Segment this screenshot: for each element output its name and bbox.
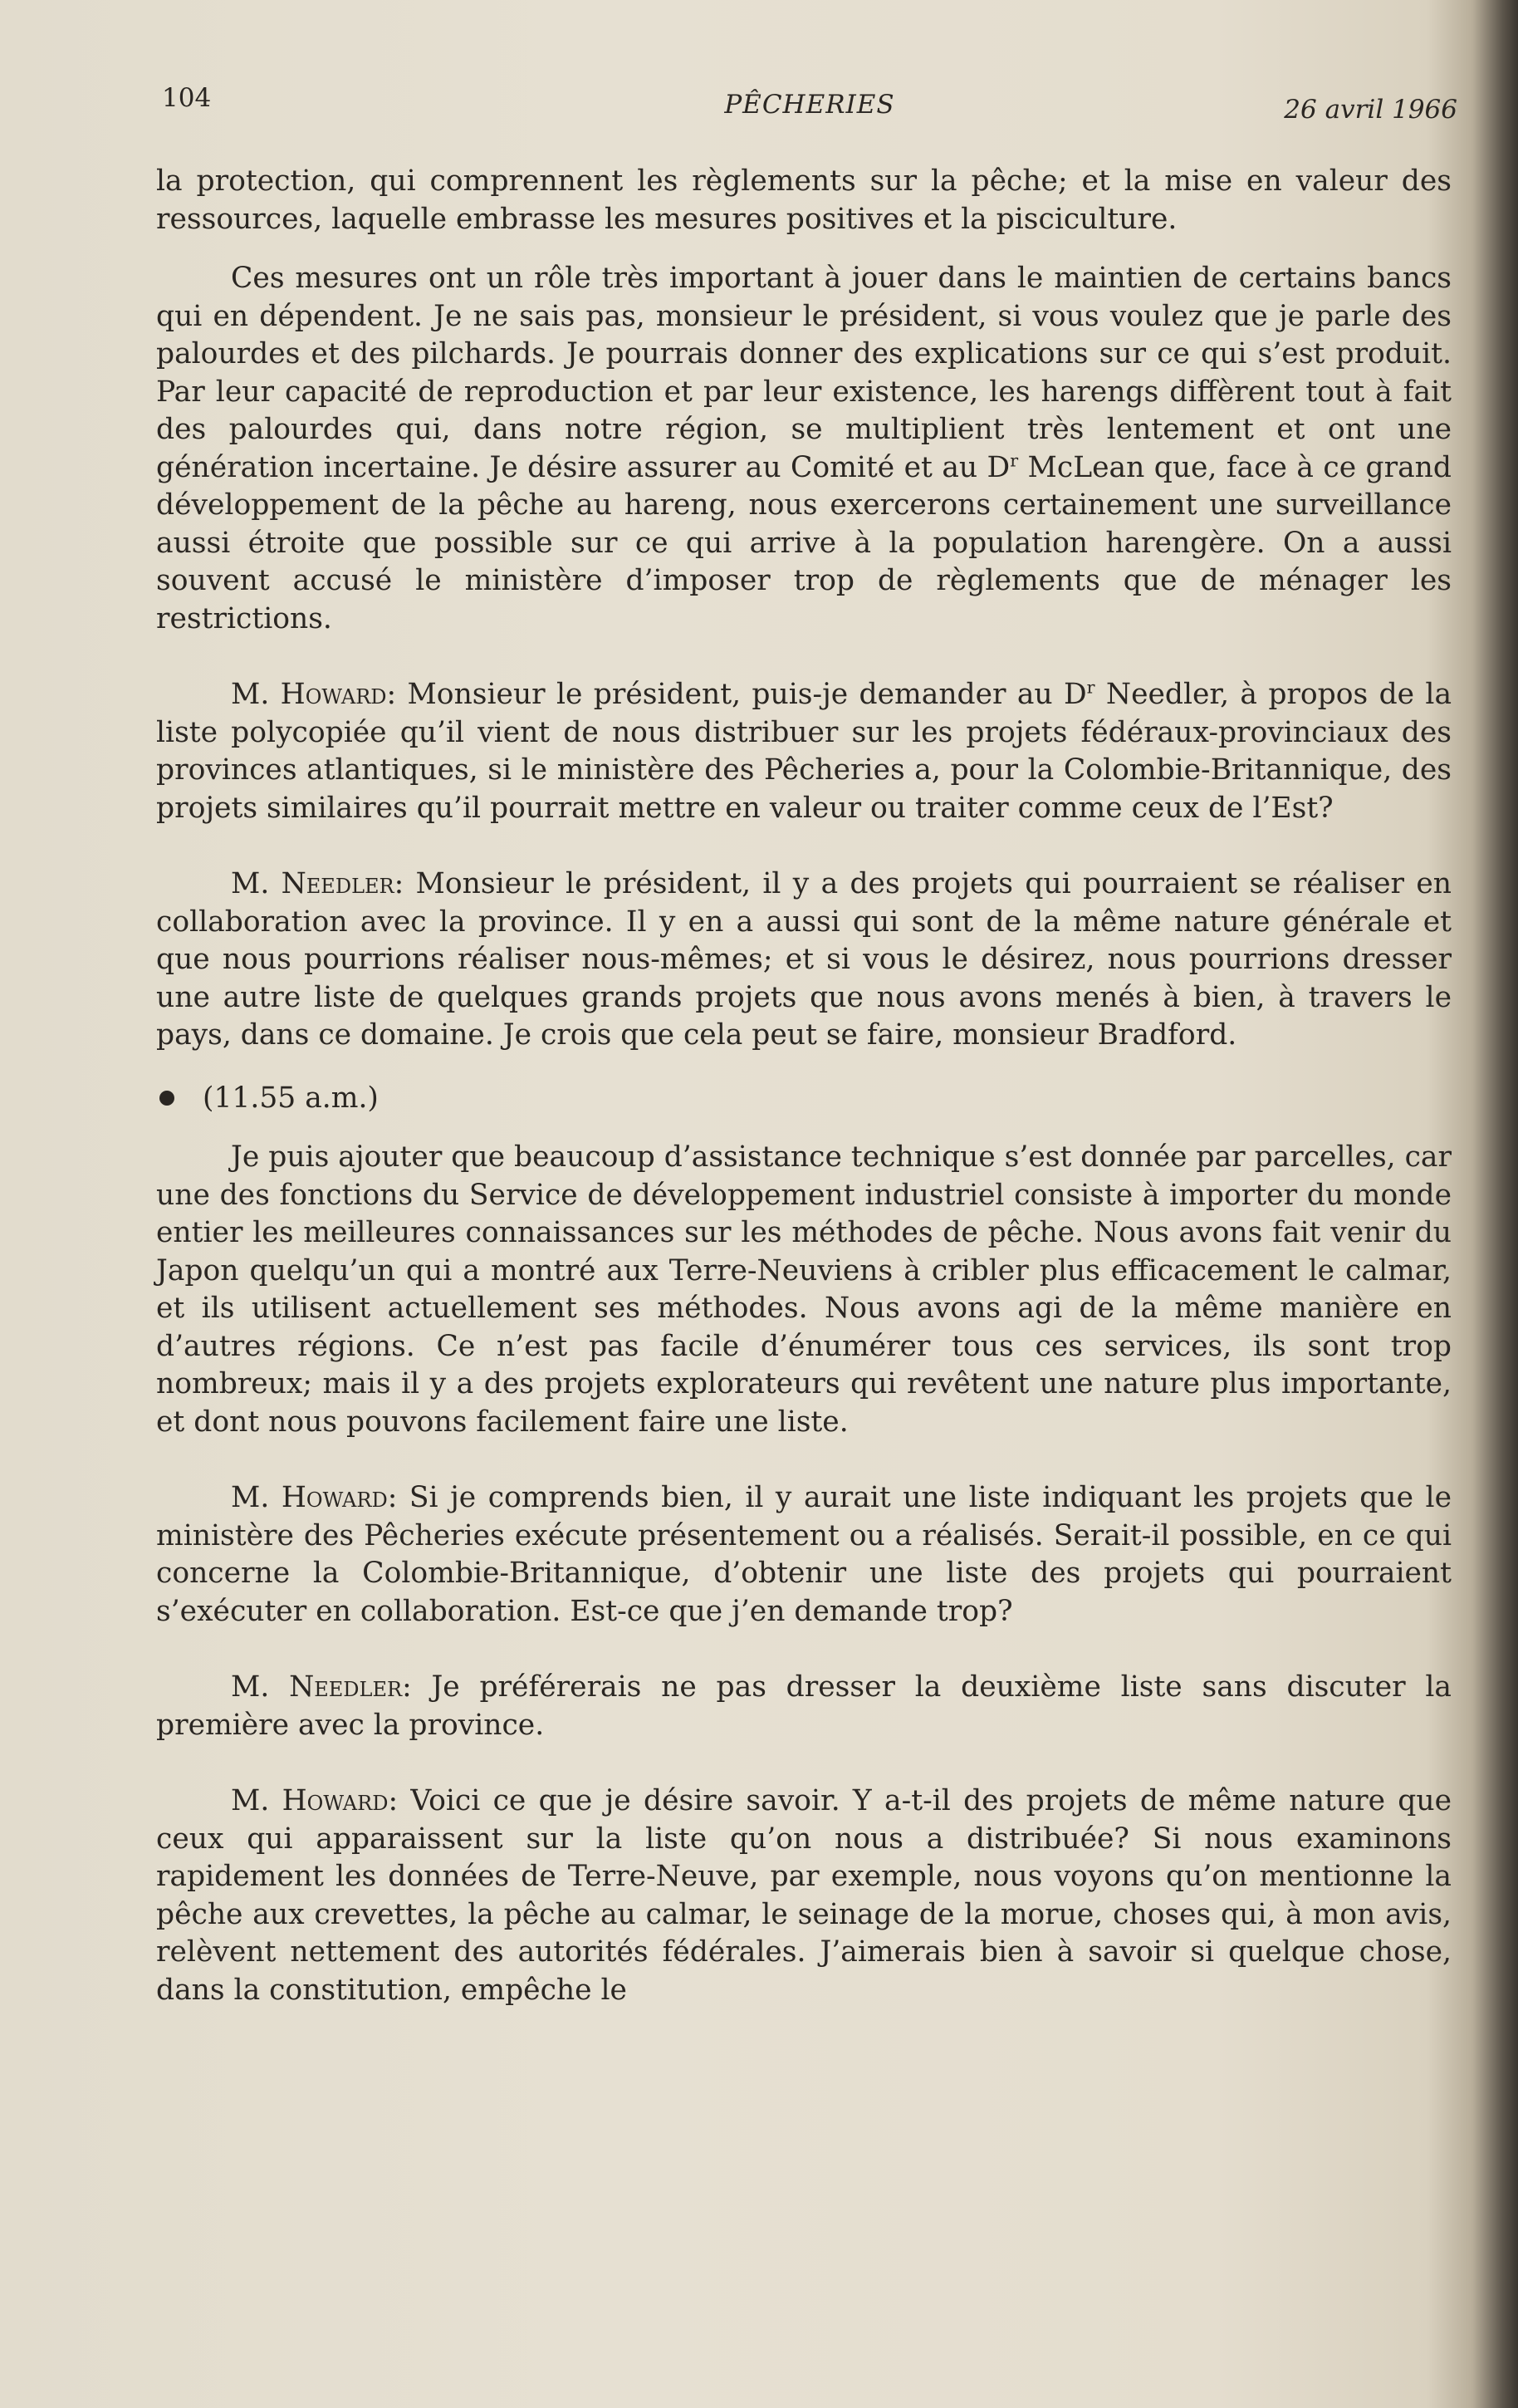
- page-header: [162, 83, 1457, 133]
- paragraph-1: la protection, qui comprennent les règlements sur la pêche; et la mise en valeur des ressources, laquelle embrasse les mesures positives et la pisciculture.: [156, 164, 1452, 236]
- page-number: 104: [162, 83, 212, 113]
- page-body: [156, 163, 1452, 2009]
- paragraph-howard-2: M. Howard: Si je comprends bien, il y aurait une liste indiquant les projets que le ministère des Pêcheries exécute présentement ou a réalisés. Serait-il possible, en ce qui concerne la Colombie-Britannique, d’obtenir une liste des projets qui pourraient s’exécuter en collaboration. Est-ce que j’en demande trop?: [156, 1481, 1452, 1628]
- paragraph-needler-1: M. Needler: Monsieur le président, il y a des projets qui pourraient se réaliser en collaboration avec la province. Il y en a aussi qui sont de la même nature générale et que nous pourrions réaliser nous-mêmes; et si vous le désirez, nous pourrions dresser une autre liste de quelques grands projets que nous avons menés à bien, à travers le pays, dans ce domaine. Je crois que cela peut se faire, monsieur Bradford.: [156, 867, 1452, 1052]
- paragraph-5: Je puis ajouter que beaucoup d’assistance technique s’est donnée par parcelles, car une des fonctions du Service de développement industriel consiste à importer du monde entier les meilleures connaissances sur les méthodes de pêche. Nous avons fait venir du Japon quelqu’un qui a montré aux Terre-Neuviens à cribler plus efficacement le calmar, et ils utilisent actuellement ses méthodes. Nous avons agi de la même manière en d’autres régions. Ce n’est pas facile d’énumérer tous ces services, ils sont trop nombreux; mais il y a des projets explorateurs qui revêtent une nature plus importante, et dont nous pouvons facilement faire une liste.: [156, 1140, 1452, 1439]
- paragraph-2: Ces mesures ont un rôle très important à jouer dans le maintien de certains bancs qui en dépendent. Je ne sais pas, monsieur le président, si vous voulez que je parle des palourdes et des pilchards. Je pourrais donner des explications sur ce qui s’est produit. Par leur capacité de reproduction et par leur existence, les harengs diffèrent tout à fait des palourdes qui, dans notre région, se multiplient très lentement et ont une génération incertaine. Je désire assurer au Comité et au $D^r$ McLean que, face à ce grand développement de la pêche au hareng, nous exercerons certainement une surveillance aussi étroite que possible sur ce qui arrive à la population harengère. On a aussi souvent accusé le ministère d’imposer trop de règlements que de ménager les restrictions.: [156, 262, 1452, 635]
- speaker-name: M. Howard: [231, 678, 387, 711]
- paragraph-needler-2: M. Needler: Je préférerais ne pas dresser la deuxième liste sans discuter la première avec la province.: [156, 1670, 1452, 1742]
- speaker-name: M. Needler: [231, 867, 394, 900]
- time-stamp: (11.55 a.m.): [156, 1080, 1452, 1118]
- running-title: PÊCHERIES: [724, 90, 895, 120]
- bullet-dot-icon: [159, 1091, 174, 1106]
- header-date: 26 avril 1966: [1284, 95, 1457, 125]
- paragraph-howard-1: M. Howard: Monsieur le président, puis-je demander au $D^r$ Needler, à propos de la liste polycopiée qu’il vient de nous distribuer sur les projets fédéraux-provinciaux des provinces atlantiques, si le ministère des Pêcheries a, pour la Colombie-Britannique, des projets similaires qu’il pourrait mettre en valeur ou traiter comme ceux de l’Est?: [156, 677, 1452, 825]
- paragraph-howard-3: M. Howard: Voici ce que je désire savoir. Y a-t-il des projets de même nature que ceux qui apparaissent sur la liste qu’on nous a distribuée? Si nous examinons rapidement les données de Terre-Neuve, par exemple, nous voyons qu’on mentionne la pêche aux crevettes, la pêche au calmar, le seinage de la morue, choses qui, à mon avis, relèvent nettement des autorités fédérales. J’aimerais bien à savoir si quelque chose, dans la constitution, empêche le: [156, 1784, 1452, 2007]
- speaker-name: M. Howard: [231, 1784, 389, 1817]
- speaker-name: M. Howard: [231, 1481, 388, 1514]
- speaker-name: M. Needler: [231, 1670, 403, 1704]
